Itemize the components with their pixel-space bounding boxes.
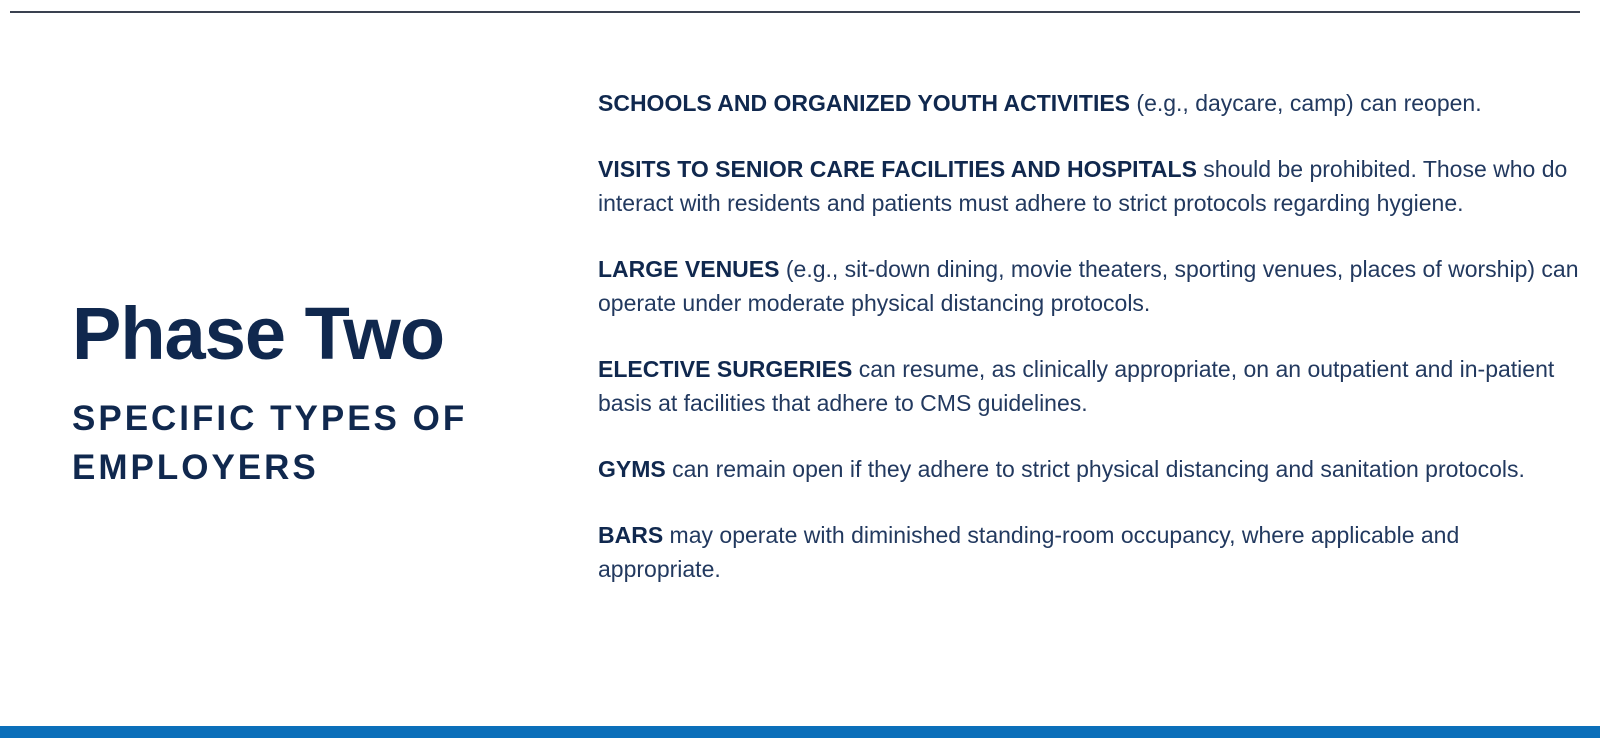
bottom-accent-bar: [0, 726, 1600, 738]
guideline-text: should be prohibited. Those who do interact with residents and patients must adhere to strict protocols regarding hygiene.: [598, 156, 1568, 216]
guideline-lead: ELECTIVE SURGERIES: [598, 356, 853, 382]
top-divider: [10, 11, 1580, 13]
section-heading: [72, 292, 512, 492]
guideline-gyms: [598, 452, 1588, 486]
guideline-lead: LARGE VENUES: [598, 256, 780, 282]
guideline-lead: VISITS TO SENIOR CARE FACILITIES AND HOSPITALS: [598, 156, 1197, 182]
guideline-text: can resume, as clinically appropriate, on an outpatient and in-patient basis at facilities that adhere to CMS guidelines.: [598, 356, 1555, 416]
guideline-text: (e.g., daycare, camp) can reopen.: [1130, 90, 1482, 116]
phase-title: Phase Two: [72, 292, 445, 375]
guideline-text: (e.g., sit-down dining, movie theaters, sporting venues, places of worship) can operate under moderate physical distancing protocols.: [598, 256, 1579, 316]
guideline-list: [598, 86, 1588, 618]
guideline-lead: BARS: [598, 522, 664, 548]
guideline-bars: [598, 518, 1588, 586]
phase-subtitle: SPECIFIC TYPES OF EMPLOYERS: [72, 399, 468, 487]
guideline-elective-surgeries: [598, 352, 1588, 420]
guideline-text: may operate with diminished standing-room occupancy, where applicable and appropriate.: [598, 522, 1460, 582]
guideline-text: can remain open if they adhere to strict physical distancing and sanitation protocols.: [665, 456, 1525, 482]
guideline-senior-care: [598, 152, 1588, 220]
guideline-lead: SCHOOLS AND ORGANIZED YOUTH ACTIVITIES: [598, 90, 1131, 116]
guideline-large-venues: [598, 252, 1588, 320]
guideline-lead: GYMS: [598, 456, 666, 482]
guideline-schools: [598, 86, 1588, 120]
